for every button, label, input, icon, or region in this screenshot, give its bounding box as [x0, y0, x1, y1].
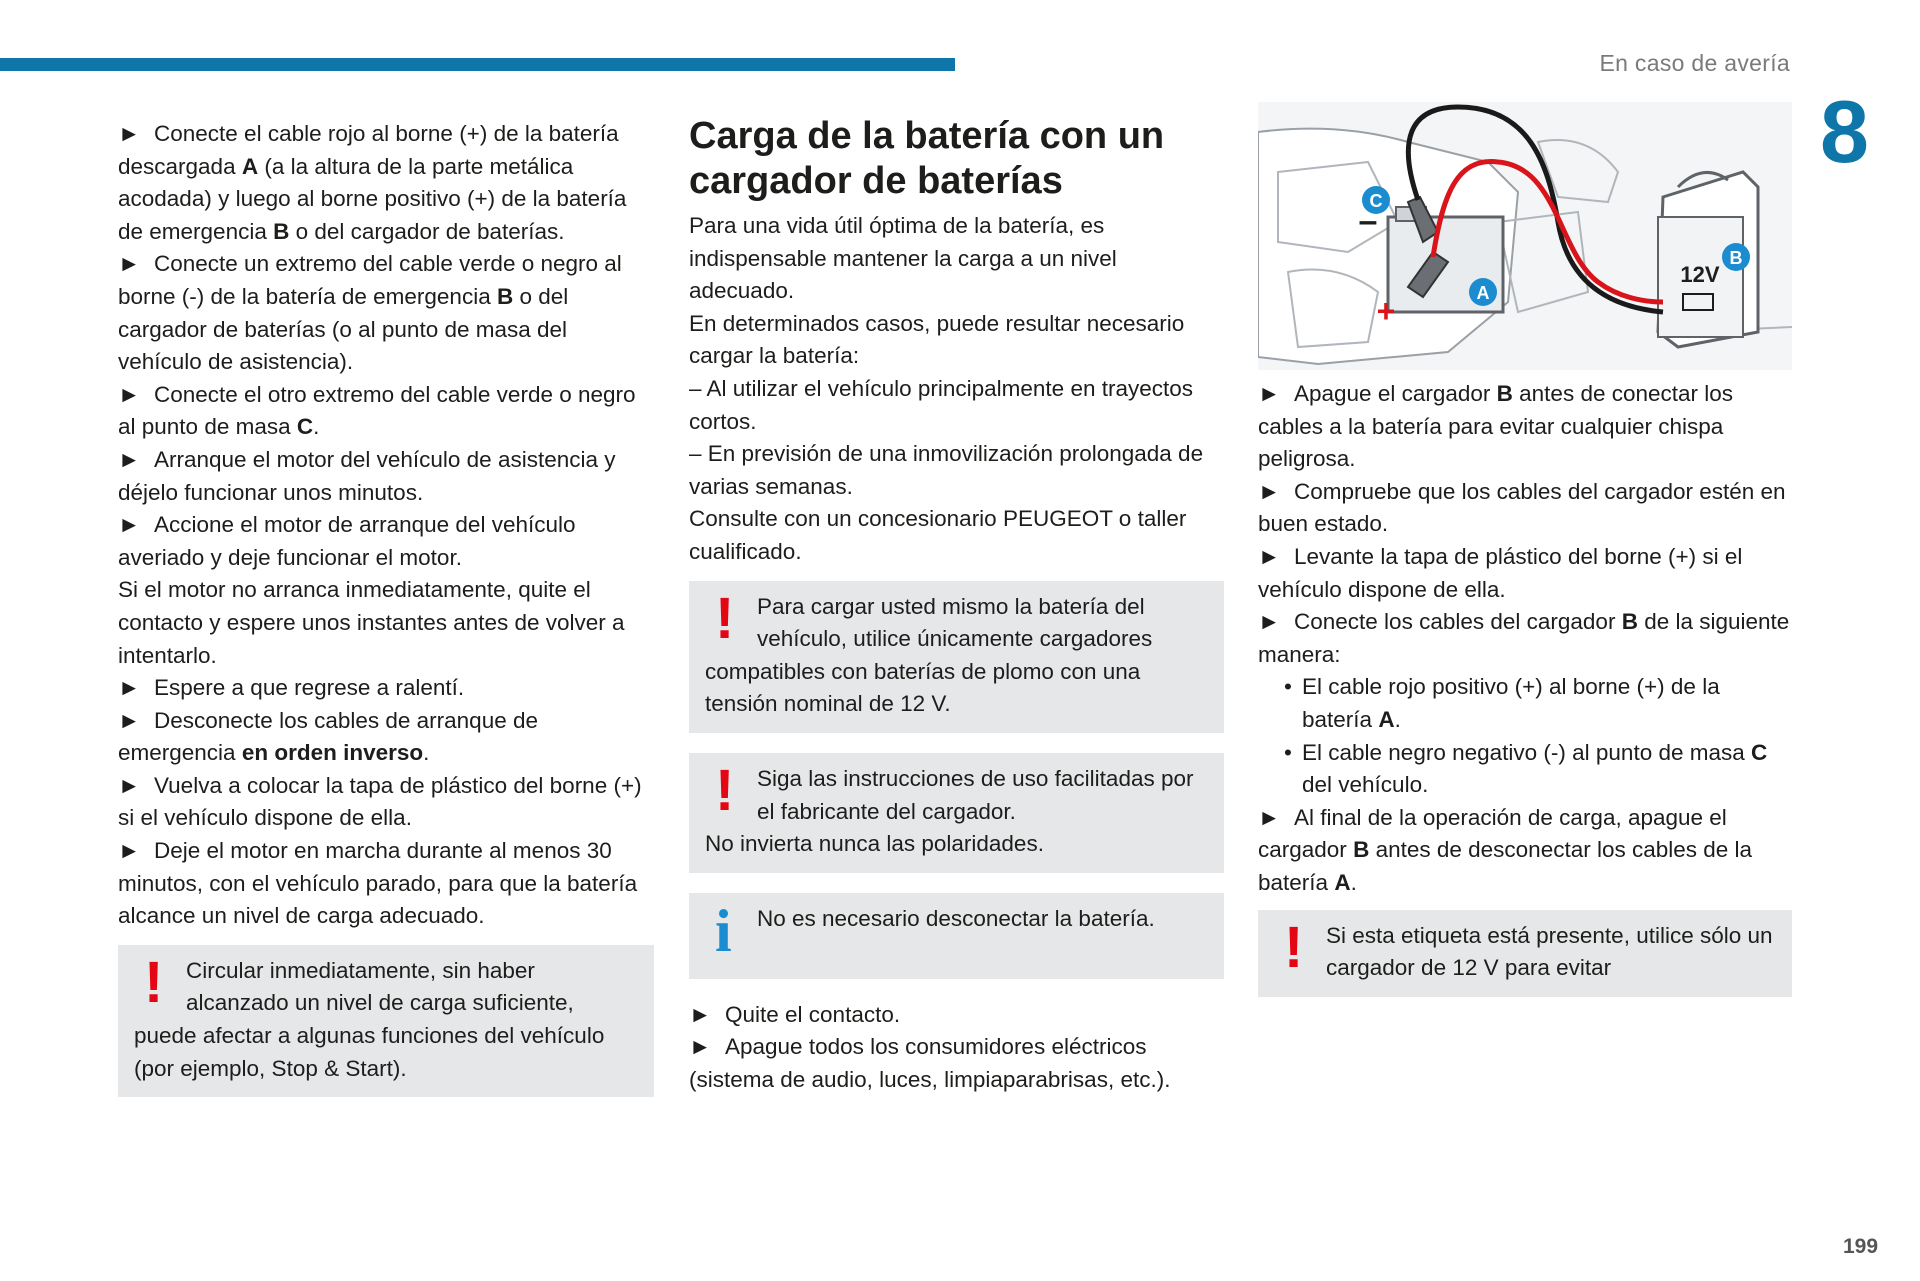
battery-charger-diagram [1258, 102, 1792, 370]
label-c: C [1369, 191, 1383, 211]
plus-sign: + [1376, 293, 1396, 329]
arrow-icon: ► [118, 512, 141, 538]
step: ► Vuelva a colocar la tapa de plástico del borne (+) si el vehículo dispone de ella. [118, 770, 654, 835]
diagram-svg [1258, 102, 1792, 370]
step: ► Al final de la operación de carga, apague el cargador B antes de desconectar los cables de la batería A. [1258, 802, 1792, 900]
arrow-icon: ► [118, 675, 141, 701]
info-icon: i [715, 897, 732, 964]
bullet-list [1258, 671, 1792, 801]
paragraph: Consulte con un concesionario PEUGEOT o taller cualificado. [689, 506, 1187, 564]
page-number: 199 [1843, 1235, 1879, 1258]
arrow-icon: ► [1258, 804, 1281, 830]
section-heading: Carga de la batería con un cargador de baterías [689, 115, 1165, 202]
section-title: En caso de avería [1599, 50, 1790, 76]
arrow-icon: ► [118, 707, 141, 733]
arrow-icon: ► [1258, 381, 1281, 406]
info-note: i No es necesario desconectar la batería. [689, 893, 1224, 979]
arrow-icon: ► [118, 446, 141, 472]
minus-sign: – [1358, 202, 1378, 240]
arrow-icon: ► [118, 381, 141, 407]
header-accent-bar [0, 58, 955, 71]
step: ► Conecte un extremo del cable verde o negro al borne (-) de la batería de emergencia B o del cargador de baterías (o al punto de masa del vehículo de asistencia). [118, 248, 654, 378]
step: ► Espere a que regrese a ralentí. [118, 672, 654, 705]
step: ► Conecte el cable rojo al borne (+) de la batería descargada A (a la altura de la parte metálica acodada) y luego al borne positivo (+) de la batería de emergencia B o del cargador de baterías. [118, 118, 654, 248]
list-item: • El cable rojo positivo (+) al borne (+) de la batería A. [1284, 671, 1792, 736]
list-item: • El cable negro negativo (-) al punto de masa C del vehículo. [1284, 737, 1792, 802]
paragraph: Para una vida útil óptima de la batería, es indispensable mantener la carga a un nivel adecuado. [689, 213, 1117, 304]
step: ► Arranque el motor del vehículo de asistencia y déjelo funcionar unos minutos. [118, 444, 654, 509]
arrow-icon: ► [1258, 543, 1281, 569]
step: ► Conecte los cables del cargador B de la siguiente manera: [1258, 606, 1792, 671]
arrow-icon: ► [118, 772, 141, 798]
column-jump-start [118, 118, 654, 1117]
column-charger-steps [1258, 102, 1792, 1017]
label-b: B [1729, 248, 1743, 268]
warning-note: ! Circular inmediatamente, sin haber alcanzado un nivel de carga suficiente, puede afectar a algunas funciones del vehículo (por ejemplo, Stop & Start). [118, 945, 654, 1097]
arrow-icon: ► [689, 1001, 712, 1027]
step: ► Quite el contacto. [689, 999, 1224, 1032]
arrow-icon: ► [689, 1034, 712, 1060]
column-charger [689, 110, 1224, 1096]
warning-icon: ! [144, 949, 164, 1015]
warning-icon: ! [715, 757, 735, 823]
step: ► Desconecte los cables de arranque de emergencia en orden inverso. [118, 705, 654, 770]
chapter-number: 8 [1820, 82, 1869, 181]
arrow-icon: ► [1258, 609, 1281, 635]
dash-item: – Al utilizar el vehículo principalmente en trayectos cortos. [689, 375, 1194, 434]
paragraph: Si el motor no arranca inmediatamente, quite el contacto y espere unos instantes antes de volver a intentarlo. [118, 577, 625, 668]
warning-icon: ! [715, 585, 735, 651]
step: ► Deje el motor en marcha durante al menos 30 minutos, con el vehículo parado, para que la batería alcance un nivel de carga adecuado. [118, 835, 654, 933]
step: ► Apague todos los consumidores eléctricos (sistema de audio, luces, limpiaparabrisas, etc.). [689, 1031, 1224, 1096]
arrow-icon: ► [118, 121, 141, 146]
dash-item: – En previsión de una inmovilización prolongada de varias semanas. [689, 441, 1204, 499]
step: ► Compruebe que los cables del cargador estén en buen estado. [1258, 476, 1792, 541]
paragraph: En determinados casos, puede resultar necesario cargar la batería: [689, 310, 1185, 369]
arrow-icon: ► [1258, 478, 1281, 504]
warning-note: ! Para cargar usted mismo la batería del vehículo, utilice únicamente cargadores compatibles con baterías de plomo con una tensión nominal de 12 V. [689, 581, 1224, 733]
label-a: A [1476, 283, 1490, 303]
arrow-icon: ► [118, 838, 141, 864]
arrow-icon: ► [118, 251, 141, 277]
step: ► Apague el cargador B antes de conectar los cables a la batería para evitar cualquier chispa peligrosa. [1258, 378, 1792, 476]
step: ► Levante la tapa de plástico del borne (+) si el vehículo dispone de ella. [1258, 541, 1792, 606]
warning-note: ! Si esta etiqueta está presente, utilice sólo un cargador de 12 V para evitar [1258, 910, 1792, 997]
step: ► Accione el motor de arranque del vehículo averiado y deje funcionar el motor. [118, 509, 654, 574]
charger-voltage-label: 12V [1680, 262, 1720, 287]
step: ► Conecte el otro extremo del cable verde o negro al punto de masa C. [118, 379, 654, 444]
warning-note: ! Siga las instrucciones de uso facilitadas por el fabricante del cargador. No invierta nunca las polaridades. [689, 753, 1224, 873]
warning-icon: ! [1284, 914, 1304, 980]
